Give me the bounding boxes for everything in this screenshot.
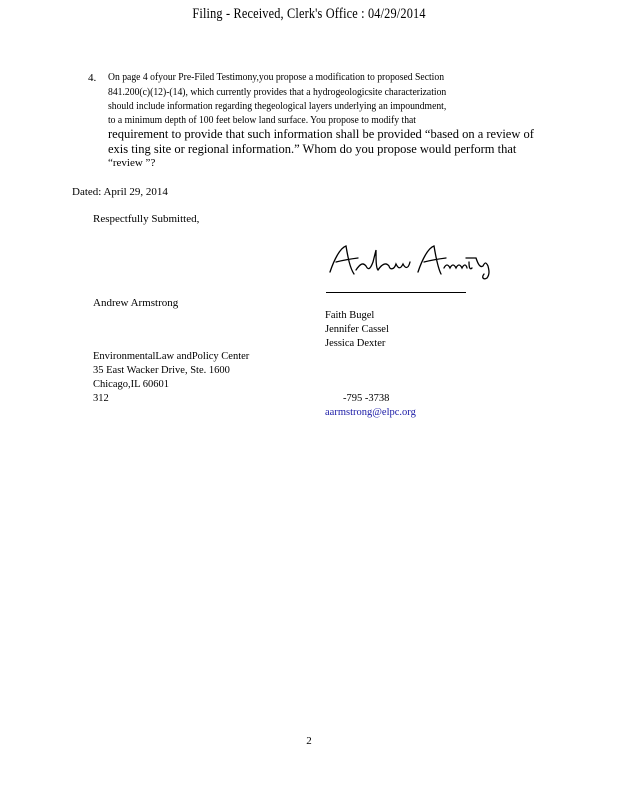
closing-line: Respectfully Submitted, [93,213,200,225]
co-counsel-3: Jessica Dexter [325,338,386,349]
question-line-3: should include information regarding thegeological layers underlying an impoundment, [108,101,447,112]
signature-line [326,292,466,293]
page-number: 2 [306,735,312,747]
question-number: 4. [88,72,97,84]
question-line-7: “review ”? [108,157,156,169]
address-line-3: Chicago,IL 60601 [93,379,170,390]
question-line-4: to a minimum depth of 100 feet below land surface. You propose to modify that [108,115,416,126]
co-counsel-2: Jennifer Cassel [325,324,389,335]
handwritten-signature [326,240,496,284]
address-line-1: EnvironmentalLaw andPolicy Center [93,351,250,362]
phone-number: -795 -3738 [343,393,390,404]
question-line-2: 841.200(c)(12)-(14), which currently provides that a hydrogeologicsite characterization [108,87,447,98]
question-line-1: On page 4 ofyour Pre-Filed Testimony,you propose a modification to proposed Section [108,72,445,83]
question-line-6: exis ting site or regional information.” Whom do you propose would perform that [108,142,517,156]
address-line-2: 35 East Wacker Drive, Ste. 1600 [93,365,230,376]
author-name: Andrew Armstrong [93,297,179,309]
question-line-5: requirement to provide that such information shall be provided “based on a review of [108,127,534,141]
email-link[interactable]: aarmstrong@elpc.org [325,407,416,418]
dated-line: Dated: April 29, 2014 [72,186,168,198]
filing-header: Filing - Received, Clerk's Office : 04/29/2014 [192,6,426,22]
co-counsel-1: Faith Bugel [325,310,375,321]
phone-area-code: 312 [93,393,109,404]
